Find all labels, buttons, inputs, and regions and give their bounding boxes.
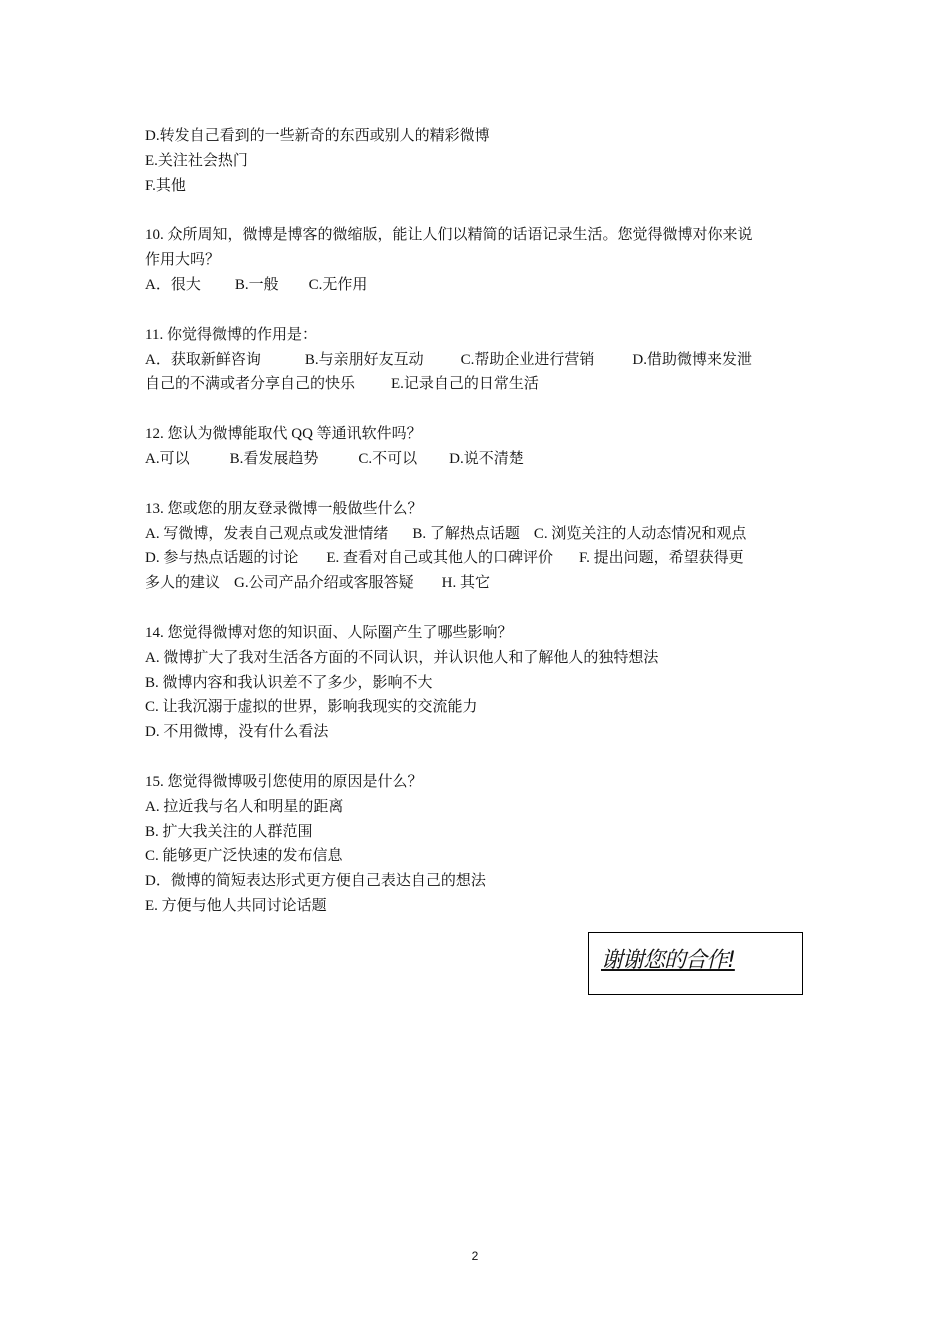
question-text: 14. 您觉得微博对您的知识面、人际圈产生了哪些影响？ xyxy=(145,624,513,641)
option-d: D.说不清楚 xyxy=(449,450,524,467)
option-a: A．获取新鲜咨询 xyxy=(145,351,261,368)
option-b: B.与亲朋好友互动 xyxy=(304,351,424,368)
option-g: G.公司产品介绍或客服答疑 xyxy=(234,575,414,592)
option-e: E. 查看对自己或其他人的口碑评价 xyxy=(326,550,554,567)
option-d: D. 参与热点话题的讨论 xyxy=(145,550,299,567)
question-9-continued xyxy=(145,124,813,198)
option-h: H. 其它 xyxy=(441,575,490,592)
option-f: F. 提出问题，希望获得更 xyxy=(579,550,744,567)
question-15 xyxy=(145,770,813,919)
option-a: A. 写微博，发表自己观点或发泄情绪 xyxy=(145,525,389,542)
thanks-text: 谢谢您的合作! xyxy=(601,948,735,973)
option-line xyxy=(145,372,813,397)
question-12 xyxy=(145,422,813,472)
option-d: D．微博的简短表达形式更方便自己表达自己的想法 xyxy=(145,873,486,890)
option-e: E. 方便与他人共同讨论话题 xyxy=(145,897,327,914)
option-d-cont: 自己的不满或者分享自己的快乐 xyxy=(145,376,356,393)
option-c: C.帮助企业进行营销 xyxy=(460,351,595,368)
option-line: D.转发自己看到的一些新奇的东西或别人的精彩微博 xyxy=(145,128,490,144)
option-a: A. 拉近我与名人和明星的距离 xyxy=(145,798,344,815)
thanks-box xyxy=(588,932,803,995)
option-a: A．很大 xyxy=(145,276,201,293)
option-b: B.看发展趋势 xyxy=(229,450,319,467)
question-text: 10. 众所周知，微博是博客的微缩版，能让人们以精简的话语记录生活。您觉得微博对你来说 xyxy=(145,227,753,244)
option-b: B. 了解热点话题 xyxy=(412,525,520,542)
page-number: 2 xyxy=(471,1249,479,1263)
question-text: 13. 您或您的朋友登录微博一般做些什么？ xyxy=(145,500,423,517)
option-line xyxy=(145,522,813,547)
question-text: 15. 您觉得微博吸引您使用的原因是什么？ xyxy=(145,773,423,790)
option-c: C. 能够更广泛快速的发布信息 xyxy=(145,848,343,865)
option-a: A. 微博扩大了我对生活各方面的不同认识，并认识他人和了解他人的独特想法 xyxy=(145,649,659,666)
option-f-cont: 多人的建议 xyxy=(145,575,221,592)
option-d: D. 不用微博，没有什么看法 xyxy=(145,724,329,741)
option-line xyxy=(145,447,813,472)
option-line xyxy=(145,571,813,596)
option-c: C.无作用 xyxy=(308,276,368,293)
option-line xyxy=(145,273,813,298)
option-b: B.一般 xyxy=(234,276,279,293)
option-c: C. 让我沉溺于虚拟的世界，影响我现实的交流能力 xyxy=(145,699,478,716)
option-line xyxy=(145,546,813,571)
question-11 xyxy=(145,323,813,397)
option-d: D.借助微博来发泄 xyxy=(632,351,752,368)
question-14 xyxy=(145,621,813,745)
option-c: C.不可以 xyxy=(358,450,418,467)
question-text: 11. 你觉得微博的作用是： xyxy=(145,326,317,343)
option-line: E.关注社会热门 xyxy=(145,152,248,169)
question-10 xyxy=(145,223,813,297)
option-b: B. 扩大我关注的人群范围 xyxy=(145,823,313,840)
option-b: B. 微博内容和我认识差不了多少，影响不大 xyxy=(145,674,433,691)
option-line xyxy=(145,348,813,373)
question-text: 作用大吗？ xyxy=(145,252,221,269)
option-line: F.其他 xyxy=(145,177,186,194)
option-e: E.记录自己的日常生活 xyxy=(391,376,539,393)
question-text: 12. 您认为微博能取代 QQ 等通讯软件吗？ xyxy=(145,426,422,443)
question-13 xyxy=(145,497,813,596)
option-c: C. 浏览关注的人动态情况和观点 xyxy=(533,525,747,542)
option-a: A.可以 xyxy=(145,450,190,467)
questionnaire-body xyxy=(145,124,813,919)
